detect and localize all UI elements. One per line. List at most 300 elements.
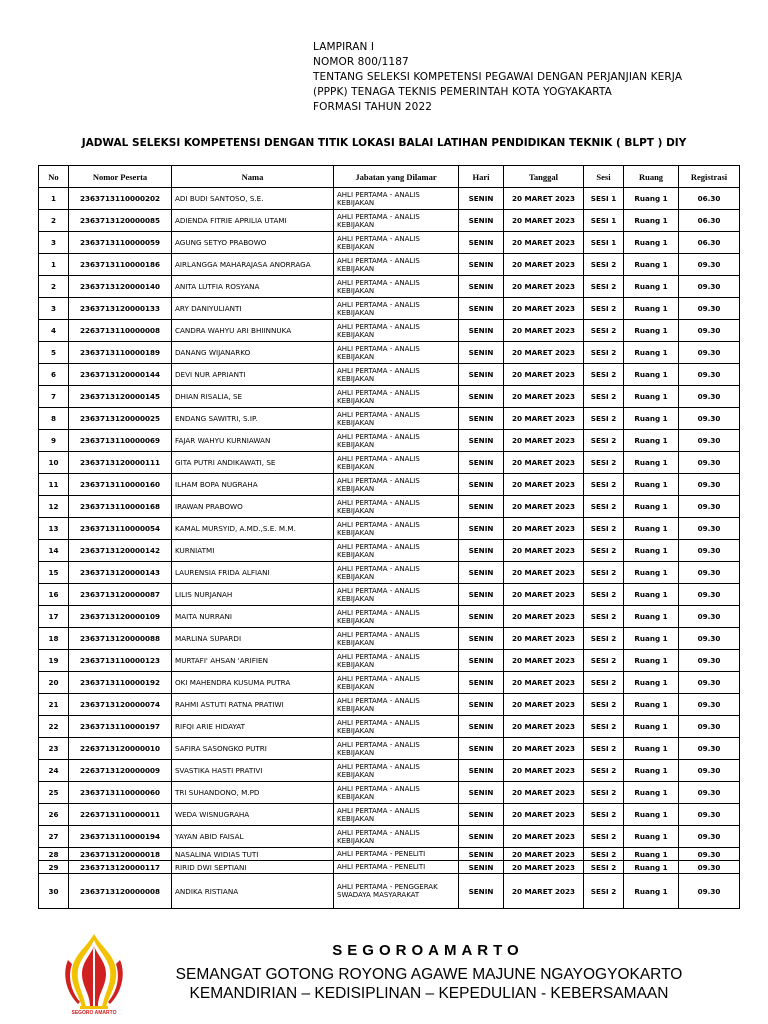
cell-ruang: Ruang 1: [624, 738, 679, 760]
cell-no: 4: [39, 320, 69, 342]
cell-no: 8: [39, 408, 69, 430]
cell-nama: FAJAR WAHYU KURNIAWAN: [172, 430, 334, 452]
col-header-hari: Hari: [459, 166, 504, 188]
cell-ruang: Ruang 1: [624, 408, 679, 430]
cell-tanggal: 20 MARET 2023: [504, 861, 584, 874]
cell-ruang: Ruang 1: [624, 210, 679, 232]
cell-tanggal: 20 MARET 2023: [504, 540, 584, 562]
cell-tanggal: 20 MARET 2023: [504, 342, 584, 364]
cell-tanggal: 20 MARET 2023: [504, 874, 584, 909]
cell-hari: SENIN: [459, 276, 504, 298]
cell-nama: SAFIRA SASONGKO PUTRI: [172, 738, 334, 760]
cell-sesi: SESI 2: [584, 298, 624, 320]
cell-ruang: Ruang 1: [624, 628, 679, 650]
cell-nama: DEVI NUR APRIANTI: [172, 364, 334, 386]
cell-sesi: SESI 2: [584, 848, 624, 861]
table-row: [39, 188, 740, 210]
cell-nomor-peserta: 2363713120000144: [69, 364, 172, 386]
cell-ruang: Ruang 1: [624, 540, 679, 562]
cell-hari: SENIN: [459, 364, 504, 386]
cell-nomor-peserta: 2263713120000010: [69, 738, 172, 760]
table-row: [39, 826, 740, 848]
cell-nama: TRI SUHANDONO, M.PD: [172, 782, 334, 804]
cell-sesi: SESI 2: [584, 496, 624, 518]
cell-no: 19: [39, 650, 69, 672]
cell-ruang: Ruang 1: [624, 694, 679, 716]
cell-ruang: Ruang 1: [624, 760, 679, 782]
table-row: [39, 254, 740, 276]
cell-nama: AGUNG SETYO PRABOWO: [172, 232, 334, 254]
cell-nama: LAURENSIA FRIDA ALFIANI: [172, 562, 334, 584]
cell-tanggal: 20 MARET 2023: [504, 562, 584, 584]
cell-sesi: SESI 2: [584, 672, 624, 694]
table-row: [39, 430, 740, 452]
cell-jabatan: AHLI PERTAMA - ANALIS KEBIJAKAN: [334, 232, 459, 254]
cell-nama: SVASTIKA HASTI PRATIVI: [172, 760, 334, 782]
cell-hari: SENIN: [459, 232, 504, 254]
header-line-formasi: FORMASI TAHUN 2022: [313, 101, 433, 113]
cell-tanggal: 20 MARET 2023: [504, 364, 584, 386]
cell-registrasi: 09.30: [679, 826, 740, 848]
cell-sesi: SESI 2: [584, 342, 624, 364]
cell-no: 24: [39, 760, 69, 782]
cell-nama: MURTAFI' AHSAN 'ARIFIEN: [172, 650, 334, 672]
cell-sesi: SESI 2: [584, 584, 624, 606]
col-header-registrasi: Registrasi: [679, 166, 740, 188]
cell-nama: AIRLANGGA MAHARAJASA ANORRAGA: [172, 254, 334, 276]
cell-nomor-peserta: 2363713120000088: [69, 628, 172, 650]
cell-hari: SENIN: [459, 210, 504, 232]
cell-registrasi: 09.30: [679, 848, 740, 861]
cell-hari: SENIN: [459, 320, 504, 342]
cell-jabatan: AHLI PERTAMA - ANALIS KEBIJAKAN: [334, 276, 459, 298]
motto-line-1: SEMANGAT GOTONG ROYONG AGAWE MAJUNE NGAYOGYOKARTO: [175, 966, 683, 983]
cell-jabatan: AHLI PERTAMA - ANALIS KEBIJAKAN: [334, 562, 459, 584]
cell-nomor-peserta: 2263713110000011: [69, 804, 172, 826]
cell-hari: SENIN: [459, 826, 504, 848]
cell-ruang: Ruang 1: [624, 562, 679, 584]
table-header-row: [39, 166, 740, 188]
cell-registrasi: 09.30: [679, 496, 740, 518]
cell-ruang: Ruang 1: [624, 848, 679, 861]
cell-ruang: Ruang 1: [624, 254, 679, 276]
cell-sesi: SESI 2: [584, 804, 624, 826]
cell-nama: NASALINA WIDIAS TUTI: [172, 848, 334, 861]
cell-tanggal: 20 MARET 2023: [504, 452, 584, 474]
cell-nama: GITA PUTRI ANDIKAWATI, SE: [172, 452, 334, 474]
cell-tanggal: 20 MARET 2023: [504, 210, 584, 232]
cell-nama: ILHAM BOPA NUGRAHA: [172, 474, 334, 496]
cell-registrasi: 09.30: [679, 782, 740, 804]
cell-ruang: Ruang 1: [624, 276, 679, 298]
cell-hari: SENIN: [459, 452, 504, 474]
cell-no: 23: [39, 738, 69, 760]
cell-tanggal: 20 MARET 2023: [504, 826, 584, 848]
table-row: [39, 672, 740, 694]
cell-tanggal: 20 MARET 2023: [504, 518, 584, 540]
cell-hari: SENIN: [459, 874, 504, 909]
cell-nama: MAITA NURRANI: [172, 606, 334, 628]
cell-hari: SENIN: [459, 342, 504, 364]
cell-hari: SENIN: [459, 716, 504, 738]
cell-nama: OKI MAHENDRA KUSUMA PUTRA: [172, 672, 334, 694]
table-row: [39, 650, 740, 672]
cell-sesi: SESI 2: [584, 254, 624, 276]
cell-ruang: Ruang 1: [624, 386, 679, 408]
table-row: [39, 342, 740, 364]
cell-tanggal: 20 MARET 2023: [504, 386, 584, 408]
cell-jabatan: AHLI PERTAMA - ANALIS KEBIJAKAN: [334, 386, 459, 408]
cell-tanggal: 20 MARET 2023: [504, 650, 584, 672]
cell-jabatan: AHLI PERTAMA - ANALIS KEBIJAKAN: [334, 342, 459, 364]
cell-nama: WEDA WISNUGRAHA: [172, 804, 334, 826]
cell-tanggal: 20 MARET 2023: [504, 232, 584, 254]
cell-hari: SENIN: [459, 738, 504, 760]
cell-no: 21: [39, 694, 69, 716]
cell-registrasi: 09.30: [679, 874, 740, 909]
cell-no: 2: [39, 276, 69, 298]
cell-ruang: Ruang 1: [624, 782, 679, 804]
cell-hari: SENIN: [459, 562, 504, 584]
cell-registrasi: 09.30: [679, 760, 740, 782]
cell-jabatan: AHLI PERTAMA - ANALIS KEBIJAKAN: [334, 650, 459, 672]
cell-sesi: SESI 2: [584, 606, 624, 628]
table-row: [39, 738, 740, 760]
cell-no: 25: [39, 782, 69, 804]
table-row: [39, 474, 740, 496]
cell-nomor-peserta: 2363713120000142: [69, 540, 172, 562]
cell-hari: SENIN: [459, 298, 504, 320]
document-header: [313, 40, 682, 115]
cell-no: 2: [39, 210, 69, 232]
table-row: [39, 320, 740, 342]
cell-tanggal: 20 MARET 2023: [504, 188, 584, 210]
motto-line-2: KEMANDIRIAN – KEDISIPLINAN – KEPEDULIAN - KEBERSAMAAN: [189, 985, 669, 1002]
cell-nama: RAHMI ASTUTI RATNA PRATIWI: [172, 694, 334, 716]
schedule-table: [38, 165, 740, 909]
cell-nomor-peserta: 2363713110000197: [69, 716, 172, 738]
cell-registrasi: 09.30: [679, 628, 740, 650]
cell-jabatan: AHLI PERTAMA - ANALIS KEBIJAKAN: [334, 716, 459, 738]
cell-sesi: SESI 2: [584, 540, 624, 562]
brand-name: SEGOROAMARTO: [332, 942, 524, 959]
cell-ruang: Ruang 1: [624, 861, 679, 874]
cell-ruang: Ruang 1: [624, 672, 679, 694]
cell-registrasi: 09.30: [679, 650, 740, 672]
cell-no: 6: [39, 364, 69, 386]
cell-ruang: Ruang 1: [624, 188, 679, 210]
cell-registrasi: 09.30: [679, 342, 740, 364]
cell-no: 7: [39, 386, 69, 408]
cell-nomor-peserta: 2363713110000186: [69, 254, 172, 276]
cell-tanggal: 20 MARET 2023: [504, 694, 584, 716]
cell-jabatan: AHLI PERTAMA - ANALIS KEBIJAKAN: [334, 496, 459, 518]
cell-jabatan: AHLI PERTAMA - ANALIS KEBIJAKAN: [334, 760, 459, 782]
cell-registrasi: 09.30: [679, 452, 740, 474]
cell-hari: SENIN: [459, 496, 504, 518]
cell-jabatan: AHLI PERTAMA - ANALIS KEBIJAKAN: [334, 364, 459, 386]
cell-no: 5: [39, 342, 69, 364]
cell-jabatan: AHLI PERTAMA - PENELITI: [334, 848, 459, 861]
cell-nomor-peserta: 2363713120000111: [69, 452, 172, 474]
cell-jabatan: AHLI PERTAMA - ANALIS KEBIJAKAN: [334, 188, 459, 210]
cell-nomor-peserta: 2363713110000059: [69, 232, 172, 254]
cell-jabatan: AHLI PERTAMA - ANALIS KEBIJAKAN: [334, 826, 459, 848]
cell-nomor-peserta: 2363713120000018: [69, 848, 172, 861]
logo-caption: SEGORO AMARTO: [71, 1010, 117, 1016]
cell-registrasi: 09.30: [679, 320, 740, 342]
cell-registrasi: 09.30: [679, 254, 740, 276]
cell-nomor-peserta: 2363713120000133: [69, 298, 172, 320]
cell-no: 14: [39, 540, 69, 562]
cell-jabatan: AHLI PERTAMA - ANALIS KEBIJAKAN: [334, 408, 459, 430]
cell-nomor-peserta: 2363713120000008: [69, 874, 172, 909]
cell-nama: ANITA LUTFIA ROSYANA: [172, 276, 334, 298]
cell-sesi: SESI 2: [584, 364, 624, 386]
cell-tanggal: 20 MARET 2023: [504, 804, 584, 826]
cell-no: 10: [39, 452, 69, 474]
cell-nomor-peserta: 2363713110000189: [69, 342, 172, 364]
cell-sesi: SESI 2: [584, 628, 624, 650]
table-row: [39, 496, 740, 518]
cell-registrasi: 09.30: [679, 562, 740, 584]
cell-tanggal: 20 MARET 2023: [504, 760, 584, 782]
cell-tanggal: 20 MARET 2023: [504, 672, 584, 694]
cell-tanggal: 20 MARET 2023: [504, 628, 584, 650]
table-row: [39, 584, 740, 606]
cell-nomor-peserta: 2363713120000074: [69, 694, 172, 716]
cell-sesi: SESI 1: [584, 232, 624, 254]
cell-no: 12: [39, 496, 69, 518]
cell-nomor-peserta: 2363713120000140: [69, 276, 172, 298]
cell-no: 9: [39, 430, 69, 452]
cell-hari: SENIN: [459, 540, 504, 562]
cell-no: 18: [39, 628, 69, 650]
cell-ruang: Ruang 1: [624, 716, 679, 738]
cell-nomor-peserta: 2363713120000143: [69, 562, 172, 584]
cell-jabatan: AHLI PERTAMA - ANALIS KEBIJAKAN: [334, 672, 459, 694]
cell-hari: SENIN: [459, 518, 504, 540]
cell-tanggal: 20 MARET 2023: [504, 408, 584, 430]
cell-tanggal: 20 MARET 2023: [504, 848, 584, 861]
table-row: [39, 298, 740, 320]
cell-sesi: SESI 2: [584, 452, 624, 474]
cell-sesi: SESI 2: [584, 738, 624, 760]
cell-nama: RIRID DWI SEPTIANI: [172, 861, 334, 874]
cell-registrasi: 09.30: [679, 861, 740, 874]
cell-ruang: Ruang 1: [624, 874, 679, 909]
cell-tanggal: 20 MARET 2023: [504, 584, 584, 606]
cell-registrasi: 06.30: [679, 232, 740, 254]
cell-ruang: Ruang 1: [624, 474, 679, 496]
cell-jabatan: AHLI PERTAMA - ANALIS KEBIJAKAN: [334, 738, 459, 760]
table-row: [39, 861, 740, 874]
table-row: [39, 408, 740, 430]
cell-tanggal: 20 MARET 2023: [504, 430, 584, 452]
cell-tanggal: 20 MARET 2023: [504, 496, 584, 518]
cell-sesi: SESI 2: [584, 861, 624, 874]
cell-hari: SENIN: [459, 386, 504, 408]
cell-nama: DHIAN RISALIA, SE: [172, 386, 334, 408]
cell-no: 16: [39, 584, 69, 606]
cell-jabatan: AHLI PERTAMA - ANALIS KEBIJAKAN: [334, 782, 459, 804]
cell-hari: SENIN: [459, 848, 504, 861]
cell-jabatan: AHLI PERTAMA - ANALIS KEBIJAKAN: [334, 210, 459, 232]
cell-ruang: Ruang 1: [624, 584, 679, 606]
cell-hari: SENIN: [459, 760, 504, 782]
cell-tanggal: 20 MARET 2023: [504, 276, 584, 298]
cell-tanggal: 20 MARET 2023: [504, 606, 584, 628]
cell-registrasi: 09.30: [679, 672, 740, 694]
cell-registrasi: 09.30: [679, 540, 740, 562]
table-row: [39, 518, 740, 540]
cell-tanggal: 20 MARET 2023: [504, 716, 584, 738]
cell-nama: MARLINA SUPARDI: [172, 628, 334, 650]
table-row: [39, 452, 740, 474]
cell-tanggal: 20 MARET 2023: [504, 782, 584, 804]
table-body: [39, 188, 740, 909]
table-row: [39, 210, 740, 232]
table-row: [39, 848, 740, 861]
cell-sesi: SESI 2: [584, 320, 624, 342]
cell-registrasi: 09.30: [679, 298, 740, 320]
cell-hari: SENIN: [459, 188, 504, 210]
cell-no: 28: [39, 848, 69, 861]
cell-nomor-peserta: 2263713120000009: [69, 760, 172, 782]
cell-ruang: Ruang 1: [624, 320, 679, 342]
cell-no: 13: [39, 518, 69, 540]
cell-jabatan: AHLI PERTAMA - ANALIS KEBIJAKAN: [334, 540, 459, 562]
cell-registrasi: 09.30: [679, 364, 740, 386]
cell-sesi: SESI 2: [584, 276, 624, 298]
schedule-title: JADWAL SELEKSI KOMPETENSI DENGAN TITIK LOKASI BALAI LATIHAN PENDIDIKAN TEKNIK ( BLPT ) DIY: [81, 137, 687, 149]
cell-ruang: Ruang 1: [624, 232, 679, 254]
cell-nama: ADIENDA FITRIE APRILIA UTAMI: [172, 210, 334, 232]
cell-jabatan: AHLI PERTAMA - PENELITI: [334, 861, 459, 874]
cell-no: 30: [39, 874, 69, 909]
cell-nama: CANDRA WAHYU ARI BHIINNUKA: [172, 320, 334, 342]
cell-registrasi: 09.30: [679, 694, 740, 716]
cell-jabatan: AHLI PERTAMA - ANALIS KEBIJAKAN: [334, 694, 459, 716]
cell-sesi: SESI 2: [584, 518, 624, 540]
cell-registrasi: 09.30: [679, 474, 740, 496]
cell-ruang: Ruang 1: [624, 342, 679, 364]
table-row: [39, 628, 740, 650]
cell-sesi: SESI 2: [584, 694, 624, 716]
cell-hari: SENIN: [459, 672, 504, 694]
cell-no: 1: [39, 254, 69, 276]
cell-nama: ENDANG SAWITRI, S.IP.: [172, 408, 334, 430]
cell-ruang: Ruang 1: [624, 496, 679, 518]
cell-nomor-peserta: 2363713110000069: [69, 430, 172, 452]
cell-nomor-peserta: 2363713120000145: [69, 386, 172, 408]
cell-sesi: SESI 2: [584, 562, 624, 584]
cell-nomor-peserta: 2263713110000008: [69, 320, 172, 342]
cell-jabatan: AHLI PERTAMA - ANALIS KEBIJAKAN: [334, 452, 459, 474]
cell-ruang: Ruang 1: [624, 452, 679, 474]
cell-jabatan: AHLI PERTAMA - ANALIS KEBIJAKAN: [334, 298, 459, 320]
cell-sesi: SESI 2: [584, 408, 624, 430]
cell-nama: DANANG WIJANARKO: [172, 342, 334, 364]
cell-ruang: Ruang 1: [624, 650, 679, 672]
cell-jabatan: AHLI PERTAMA - ANALIS KEBIJAKAN: [334, 320, 459, 342]
cell-sesi: SESI 2: [584, 386, 624, 408]
cell-sesi: SESI 2: [584, 826, 624, 848]
cell-jabatan: AHLI PERTAMA - ANALIS KEBIJAKAN: [334, 628, 459, 650]
cell-jabatan: AHLI PERTAMA - ANALIS KEBIJAKAN: [334, 584, 459, 606]
cell-hari: SENIN: [459, 628, 504, 650]
cell-hari: SENIN: [459, 430, 504, 452]
cell-no: 17: [39, 606, 69, 628]
cell-hari: SENIN: [459, 584, 504, 606]
cell-sesi: SESI 2: [584, 716, 624, 738]
cell-nama: RIFQI ARIE HIDAYAT: [172, 716, 334, 738]
cell-nama: KURNIATMI: [172, 540, 334, 562]
cell-nomor-peserta: 2363713110000160: [69, 474, 172, 496]
cell-ruang: Ruang 1: [624, 804, 679, 826]
cell-jabatan: AHLI PERTAMA - PENGGERAK SWADAYA MASYARAKAT: [334, 874, 459, 909]
cell-nomor-peserta: 2363713120000117: [69, 861, 172, 874]
cell-registrasi: 09.30: [679, 430, 740, 452]
cell-tanggal: 20 MARET 2023: [504, 738, 584, 760]
cell-registrasi: 09.30: [679, 518, 740, 540]
col-header-tanggal: Tanggal: [504, 166, 584, 188]
cell-ruang: Ruang 1: [624, 518, 679, 540]
cell-ruang: Ruang 1: [624, 364, 679, 386]
table-row: [39, 782, 740, 804]
cell-registrasi: 09.30: [679, 386, 740, 408]
table-row: [39, 540, 740, 562]
header-line-lampiran: LAMPIRAN I: [313, 41, 375, 53]
col-header-jabatan: Jabatan yang Dilamar: [334, 166, 459, 188]
cell-nama: IRAWAN PRABOWO: [172, 496, 334, 518]
cell-nama: KAMAL MURSYID, A.MD.,S.E. M.M.: [172, 518, 334, 540]
col-header-no: No: [39, 166, 69, 188]
cell-registrasi: 09.30: [679, 606, 740, 628]
cell-nama: LILIS NURJANAH: [172, 584, 334, 606]
cell-ruang: Ruang 1: [624, 606, 679, 628]
cell-registrasi: 09.30: [679, 804, 740, 826]
cell-no: 15: [39, 562, 69, 584]
cell-hari: SENIN: [459, 606, 504, 628]
cell-tanggal: 20 MARET 2023: [504, 254, 584, 276]
cell-registrasi: 09.30: [679, 716, 740, 738]
cell-no: 29: [39, 861, 69, 874]
cell-no: 3: [39, 232, 69, 254]
cell-hari: SENIN: [459, 474, 504, 496]
cell-no: 11: [39, 474, 69, 496]
cell-hari: SENIN: [459, 861, 504, 874]
cell-jabatan: AHLI PERTAMA - ANALIS KEBIJAKAN: [334, 606, 459, 628]
col-header-sesi: Sesi: [584, 166, 624, 188]
table-row: [39, 760, 740, 782]
col-header-ruang: Ruang: [624, 166, 679, 188]
cell-sesi: SESI 2: [584, 474, 624, 496]
cell-jabatan: AHLI PERTAMA - ANALIS KEBIJAKAN: [334, 804, 459, 826]
cell-jabatan: AHLI PERTAMA - ANALIS KEBIJAKAN: [334, 518, 459, 540]
cell-nama: ANDIKA RISTIANA: [172, 874, 334, 909]
cell-registrasi: 06.30: [679, 210, 740, 232]
table-row: [39, 364, 740, 386]
cell-nomor-peserta: 2363713120000085: [69, 210, 172, 232]
cell-jabatan: AHLI PERTAMA - ANALIS KEBIJAKAN: [334, 254, 459, 276]
cell-hari: SENIN: [459, 694, 504, 716]
cell-nomor-peserta: 2363713110000194: [69, 826, 172, 848]
col-header-nomor-peserta: Nomor Peserta: [69, 166, 172, 188]
cell-nomor-peserta: 2363713110000168: [69, 496, 172, 518]
cell-registrasi: 09.30: [679, 408, 740, 430]
cell-nomor-peserta: 2363713120000109: [69, 606, 172, 628]
